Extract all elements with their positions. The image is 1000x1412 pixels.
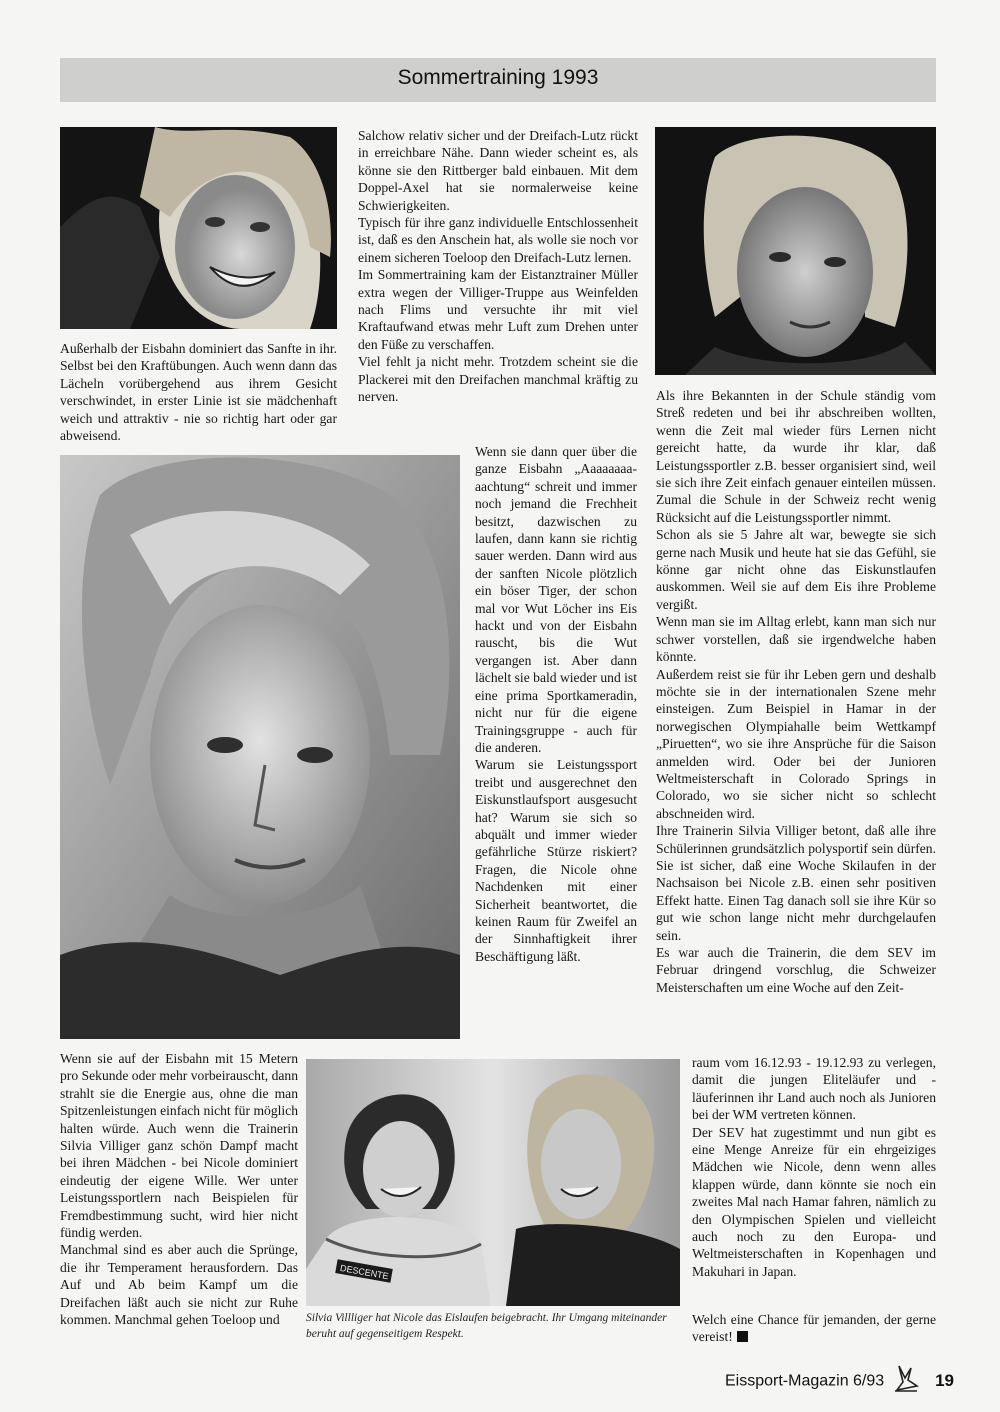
paragraph: Manchmal sind es aber auch die Sprünge, die ihr Temperament herausfordern. Das Auf und Ab beim Kampf um die Dreifachen läßt auch sie nicht zur Ruhe kommen. Manchmal gehen Toeloop und bbox=[60, 1242, 298, 1328]
photo-smiling-portrait bbox=[60, 127, 337, 329]
paragraph bbox=[692, 1311, 936, 1346]
photo-trainer-and-nicole bbox=[306, 1059, 680, 1306]
paragraph: Salchow relativ sicher und der Dreifach-Lutz rückt in erreichbare Nähe. Dann wieder scheint es, als könne sie den Rittberger bald einbauen. Mit dem Doppel-Axel hat sie normalerweise keine Schwierigkeiten. bbox=[358, 128, 638, 213]
left-bottom-text bbox=[60, 1050, 298, 1329]
page-title: Sommertraining 1993 bbox=[397, 66, 599, 89]
photo-large-portrait bbox=[60, 455, 460, 1039]
paragraph: Als ihre Bekannten in der Schule ständig vom Streß redeten und bei ihr abschreiben wollten, wenn die Zeit mal wieder fürs Lernen nicht gereicht hatte, da wurde ihr klar, daß Leistungssportler z.B. besser organisiert sind, weil sie sich ihre Zeit einfach genauer einteilen müssen. Zumal die Schule in der Schweiz recht wenig Rücksicht auf die Leistungssportler nimmt. bbox=[656, 388, 936, 525]
left-intro-text bbox=[60, 340, 337, 444]
paragraph: Außerhalb der Eisbahn dominiert das Sanfte in ihr. Selbst bei den Kraftübungen. Auch wenn dann das Lächeln vorübergehend aus ihrem Gesicht verschwindet, in erster Linie ist sie mädchenhaft weich und attraktiv - nie so richtig hart oder gar abweisend. bbox=[60, 341, 337, 444]
jacket-logo-text: DESCENTE bbox=[339, 1262, 390, 1282]
paragraph: Wenn man sie im Alltag erlebt, kann man sich nur schwer vorstellen, daß sie irgendwelche haben könnte. bbox=[656, 614, 936, 665]
paragraph: Typisch für ihre ganz individuelle Entschlossenheit ist, daß es den Anschein hat, als wolle sie noch vor einem sicheren Toeloop den Dreifach-Lutz lernen. bbox=[358, 215, 638, 265]
page-footer bbox=[725, 1364, 954, 1399]
paragraph: Wenn sie dann quer über die ganze Eisbahn „Aaaaaaaa-aachtung“ schreit und immer noch jemand die Frechheit besitzt, dazwischen zu laufen, dann kann sie richtig sauer werden. Dann wird aus der sanften Nicole plötzlich ein böser Tiger, der schon mal vor Wut Löcher ins Eis hackt und von der Eisbahn rauscht, bis die Wut vergangen ist. Aber dann lächelt sie bald wieder und ist eine prima Sportkameradin, nicht nur für die eigene Trainingsgruppe - auch für die anderen. bbox=[475, 444, 637, 755]
end-square-icon bbox=[737, 1331, 748, 1342]
right-narrow-text bbox=[692, 1054, 936, 1280]
paragraph: Viel fehlt ja nicht mehr. Trotzdem scheint sie die Plackerei mit den Dreifachen manchmal kräftig zu nerven. bbox=[358, 354, 638, 405]
paragraph: Der SEV hat zugestimmt und nun gibt es eine Menge Anreize für ein ehrgeiziges Mädchen wie Nicole, denn wenn alles klappen würde, dann könnte sie noch ein zweites Mal nach Hamar fahren, nämlich zu den Olympischen Spielen und vielleicht auch noch zu den Europa- und Weltmeisterschaften in Kopenhagen und Makuhari in Japan. bbox=[692, 1124, 936, 1279]
photo-right-portrait bbox=[655, 127, 936, 375]
header-bar bbox=[60, 58, 936, 102]
middle-column-text bbox=[358, 127, 638, 406]
paragraph: Es war auch die Trainerin, die dem SEV im Februar dringend vorschlug, die Schweizer Meisterschaften um eine Woche auf den Zeit- bbox=[656, 945, 936, 995]
paragraph: Schon als sie 5 Jahre alt war, bewegte sie sich gerne nach Musik und heute hat sie das Gefühl, sie könne gar nicht ohne das Eiskunstlaufen auskommen. Weil sie auf dem Eis ihre Probleme vergißt. bbox=[656, 527, 936, 612]
page-number: 19 bbox=[935, 1370, 954, 1390]
paragraph: Warum sie Leistungssport treibt und ausgerechnet den Eiskunstlaufsport ausgesucht hat? Warum sie sich so abquält und immer wieder gefährliche Stürze riskiert? Fragen, die Nicole ohne Nachdenken mit einer Sicherheit beantwortet, die keinen Raum für Zweifel an der Sinnhaftigkeit ihrer Beschäftigung läßt. bbox=[475, 757, 637, 964]
paragraph: raum vom 16.12.93 - 19.12.93 zu verlegen, damit die jungen Eliteläufer und -läuferinnen ihr Land auch noch als Junioren bei der WM vertreten können. bbox=[692, 1055, 936, 1123]
magazine-issue: Eissport-Magazin 6/93 bbox=[724, 1372, 885, 1390]
narrow-column-text bbox=[475, 443, 637, 965]
closing-sentence: Welch eine Chance für jemanden, der gerne vereist! bbox=[692, 1312, 936, 1345]
paragraph: Im Sommertraining kam der Eistanztrainer Müller extra wegen der Villiger-Truppe aus Weinfelden nach Flims und versuchte ihr mit viel Kraftaufwand etwas mehr Luft zum Drehen unter den Füße zu verschaffen. bbox=[358, 267, 638, 352]
paragraph: Wenn sie auf der Eisbahn mit 15 Metern pro Sekunde oder mehr vorbeirauscht, dann strahlt sie die Energie aus, ohne die man Spitzenleistungen einfach nicht für möglich halten würde. Auch wenn die Trainerin Silvia Villiger ganz schön Dampf macht bei ihren Mädchen - bei Nicole dominiert eindeutig der eigene Wille. Wer unter Leistungssportlern nach Beispielen für Fremdbestimmung sucht, wird hier nicht fündig werden. bbox=[60, 1051, 298, 1241]
paragraph: Außerdem reist sie für ihr Leben gern und deshalb möchte sie in der internationalen Szene mehr einsteigen. Zum Beispiel in Hamar in der norwegischen Olympiahalle beim Wettkampf „Piruetten“, wo sie ihre Ansprüche für die Saison anmelden wird. Oder bei der Junioren Weltmeisterschaft in Colorado Springs in Colorado, wo sie sicher nicht so schlecht abschneiden wird. bbox=[656, 666, 936, 821]
photo-caption: Silvia Villliger hat Nicole das Eislaufen beigebracht. Ihr Umgang miteinander beruht auf gegenseitigem Respekt. bbox=[306, 1312, 667, 1340]
paragraph: Ihre Trainerin Silvia Villiger betont, daß alle ihre Schülerinnen grundsätzlich polysportif sein dürfen. Sie ist sicher, daß eine Woche Skilaufen in der Nachsaison bei Nicole z.B. einen sehr positiven Effekt hatte. Einen Tag danach soll sie ihre Kür so gut wie schon lange nicht mehr durchgelaufen sein. bbox=[656, 823, 936, 943]
right-column-text bbox=[656, 387, 936, 996]
closing-text bbox=[692, 1311, 936, 1346]
skater-logo-icon bbox=[893, 1364, 919, 1399]
